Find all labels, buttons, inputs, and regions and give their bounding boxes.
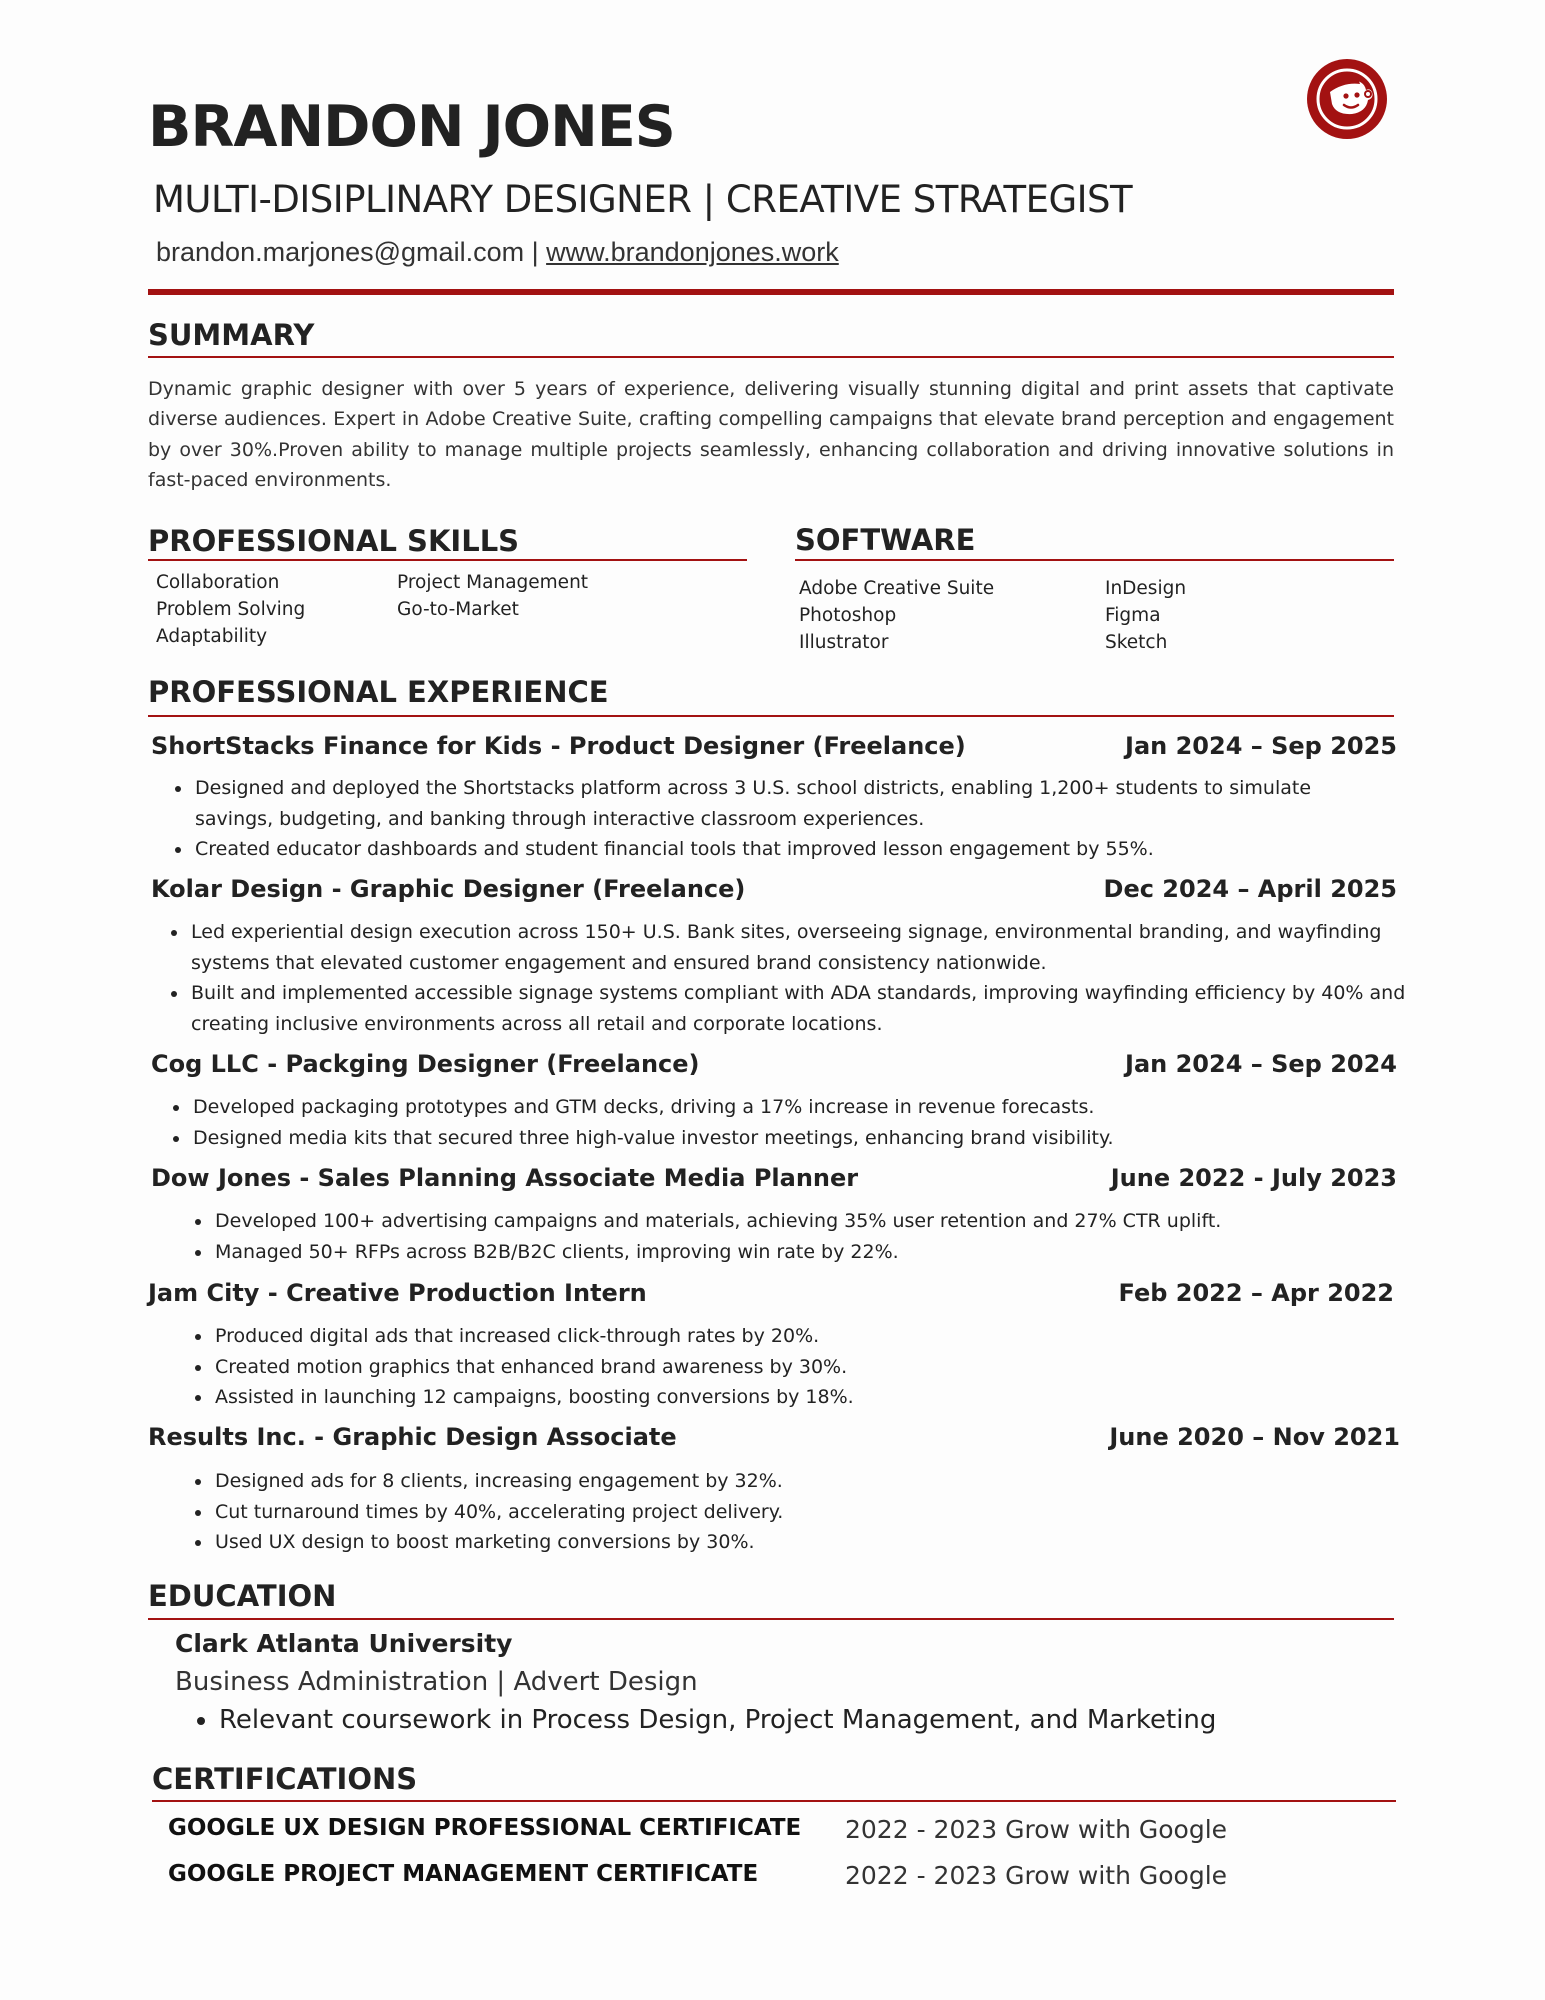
website-link[interactable]: www.brandonjones.work [546, 237, 839, 267]
education-bullets [175, 1705, 1216, 1735]
job-bullets [161, 1092, 1424, 1153]
certificate-detail: 2022 - 2023 Grow with Google [845, 1861, 1228, 1890]
list-item: Project Management [397, 572, 589, 593]
list-item: InDesign [1105, 578, 1187, 599]
job-title: Dow Jones - Sales Planning Associate Media Planner [151, 1164, 859, 1192]
list-item: • Built and implemented accessible signage systems compliant with ADA standards, improving wayfinding efficiency by 40% and creating inclusive environments across all retail and corporate locations. [189, 978, 1424, 1039]
list-item: • Produced digital ads that increased click-through rates by 20%. [213, 1321, 1424, 1352]
email-text: brandon.marjones@gmail.com [156, 237, 525, 267]
job-dates: June 2022 - July 2023 [1110, 1164, 1397, 1192]
job-title: Jam City - Creative Production Intern [148, 1279, 647, 1307]
job-bullets [183, 1466, 1424, 1558]
list-item: • Used UX design to boost marketing conversions by 30%. [213, 1527, 1424, 1558]
list-item: • Relevant coursework in Process Design, Project Management, and Marketing [219, 1705, 1216, 1735]
list-item: Adobe Creative Suite [799, 578, 995, 599]
certificate-name: GOOGLE UX DESIGN PROFESSIONAL CERTIFICATE [168, 1815, 802, 1841]
list-item: Collaboration [156, 572, 280, 593]
list-item: • Created educator dashboards and student financial tools that improved lesson engagement by 55%. [193, 834, 1353, 865]
list-item: • Cut turnaround times by 40%, accelerating project delivery. [213, 1497, 1424, 1528]
degree: Business Administration | Advert Design [175, 1667, 698, 1697]
list-item: Figma [1105, 605, 1161, 626]
job-bullets [163, 773, 1353, 865]
skills-divider [148, 559, 747, 561]
list-item: • Led experiential design execution across 150+ U.S. Bank sites, overseeing signage, environmental branding, and wayfinding systems that elevated customer engagement and ensured brand consistency nationwide. [189, 917, 1424, 978]
job-dates: Feb 2022 – Apr 2022 [1118, 1279, 1394, 1307]
experience-divider [148, 715, 1394, 717]
certifications-divider [152, 1800, 1396, 1802]
job-title: Results Inc. - Graphic Design Associate [148, 1423, 677, 1451]
job-dates: Dec 2024 – April 2025 [1103, 875, 1397, 903]
contact-separator: | [524, 237, 547, 267]
skills-heading: PROFESSIONAL SKILLS [148, 524, 520, 558]
candidate-name: BRANDON JONES [148, 94, 675, 160]
list-item: • Designed media kits that secured three high-value investor meetings, enhancing brand visibility. [191, 1123, 1424, 1154]
software-list-col1 [799, 575, 994, 656]
list-item: • Designed ads for 8 clients, increasing engagement by 32%. [213, 1466, 1424, 1497]
list-item: Problem Solving [156, 599, 306, 620]
software-list-col2 [1105, 575, 1186, 656]
software-divider [795, 559, 1394, 561]
experience-heading: PROFESSIONAL EXPERIENCE [148, 675, 609, 709]
contact-line [156, 237, 839, 268]
summary-divider [148, 356, 1394, 358]
school-name: Clark Atlanta University [175, 1629, 513, 1658]
job-bullets [159, 917, 1424, 1039]
list-item: • Assisted in launching 12 campaigns, boosting conversions by 18%. [213, 1382, 1424, 1413]
job-bullets [183, 1206, 1424, 1267]
list-item: Photoshop [799, 605, 897, 626]
list-item: Illustrator [799, 632, 889, 653]
candidate-title: MULTI-DISIPLINARY DESIGNER | CREATIVE STRATEGIST [153, 178, 1133, 221]
job-bullets [183, 1321, 1424, 1413]
job-dates: Jan 2024 – Sep 2025 [1125, 732, 1397, 760]
education-divider [148, 1618, 1394, 1620]
job-dates: Jan 2024 – Sep 2024 [1125, 1050, 1397, 1078]
certifications-heading: CERTIFICATIONS [152, 1762, 418, 1796]
list-item: Adaptability [156, 626, 268, 647]
job-title: Cog LLC - Packging Designer (Freelance) [151, 1050, 700, 1078]
list-item: • Developed packaging prototypes and GTM decks, driving a 17% increase in revenue forecasts. [191, 1092, 1424, 1123]
list-item: • Designed and deployed the Shortstacks platform across 3 U.S. school districts, enabling 1,200+ students to simulate savings, budgeting, and banking through interactive classroom experiences. [193, 773, 1353, 834]
job-title: Kolar Design - Graphic Designer (Freelance) [151, 875, 746, 903]
cartoon-face-logo-icon [1306, 58, 1388, 140]
job-title: ShortStacks Finance for Kids - Product Designer (Freelance) [151, 732, 966, 760]
list-item: • Created motion graphics that enhanced brand awareness by 30%. [213, 1352, 1424, 1383]
education-heading: EDUCATION [148, 1579, 337, 1613]
software-heading: SOFTWARE [795, 523, 976, 557]
skills-list-col1 [156, 569, 305, 650]
summary-text: Dynamic graphic designer with over 5 years of experience, delivering visually stunning digital and print assets that captivate diverse audiences. Expert in Adobe Creative Suite, crafting compelling campaigns that elevate brand perception and engagement by over 30%.Proven ability to manage multiple projects seamlessly, enhancing collaboration and driving innovative solutions in fast-paced environments. [148, 378, 1394, 492]
list-item: Sketch [1105, 632, 1168, 653]
header-divider [148, 289, 1394, 295]
list-item: • Managed 50+ RFPs across B2B/B2C clients, improving win rate by 22%. [213, 1237, 1424, 1268]
summary-heading: SUMMARY [148, 318, 315, 352]
skills-list-col2 [397, 569, 588, 623]
job-dates: June 2020 – Nov 2021 [1109, 1423, 1400, 1451]
list-item: Go-to-Market [397, 599, 519, 620]
certificate-detail: 2022 - 2023 Grow with Google [845, 1815, 1228, 1844]
list-item: • Developed 100+ advertising campaigns and materials, achieving 35% user retention and 27% CTR uplift. [213, 1206, 1424, 1237]
certificate-name: GOOGLE PROJECT MANAGEMENT CERTIFICATE [168, 1861, 759, 1887]
